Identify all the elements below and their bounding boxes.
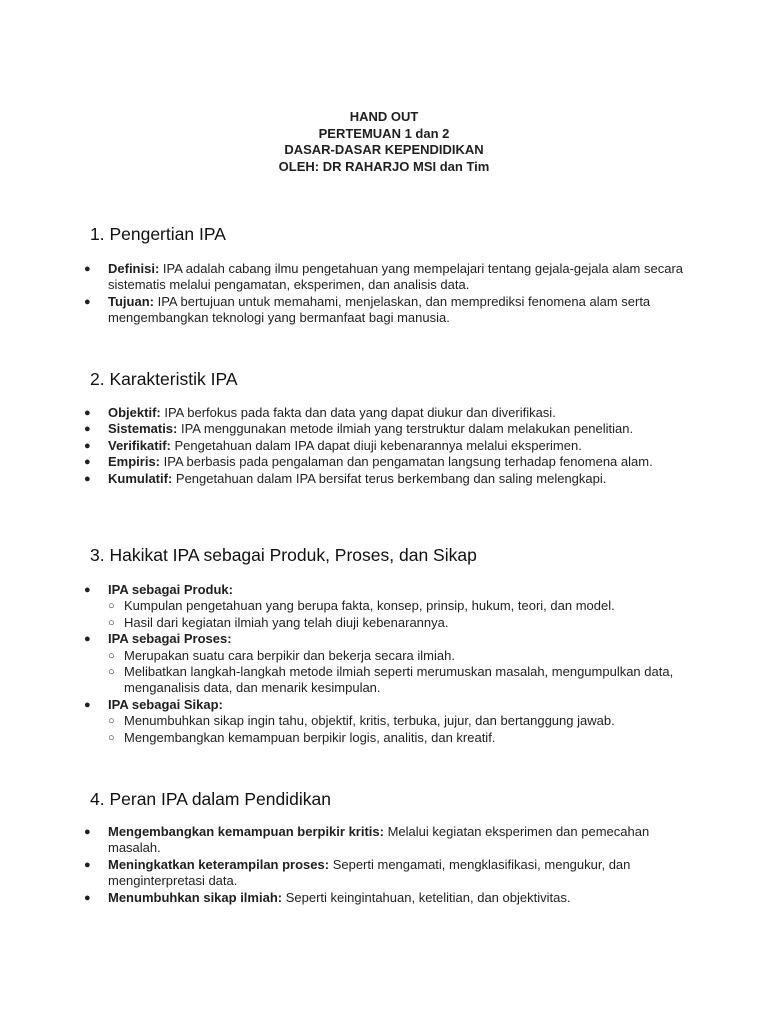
item-label: Kumulatif: <box>108 470 173 486</box>
header-line-4: OLEH: DR RAHARJO MSI dan Tim <box>278 158 490 174</box>
bullet-icon: ● <box>84 439 91 452</box>
section-2-heading: 2. Karakteristik IPA <box>90 369 238 389</box>
sub-list-item <box>108 648 684 664</box>
sub-list-item <box>108 730 684 746</box>
bullet-icon: ● <box>84 423 91 436</box>
section-4-list <box>84 824 684 906</box>
list-item <box>84 631 684 697</box>
list-item <box>84 438 684 454</box>
list-item <box>84 294 684 327</box>
item-label: Sistematis: <box>108 421 178 437</box>
bullet-icon: ● <box>84 407 91 419</box>
header-line-3: DASAR-DASAR KEPENDIDIKAN <box>284 142 484 157</box>
sub-list <box>108 598 684 631</box>
item-label: Menumbuhkan sikap ilmiah: <box>108 889 283 905</box>
item-label: IPA sebagai Sikap: <box>108 696 223 712</box>
bullet-icon: ● <box>84 295 91 308</box>
item-label: Empiris: <box>108 454 161 470</box>
item-label: Mengembangkan kemampuan berpikir kritis: <box>108 824 384 839</box>
bullet-icon: ● <box>84 858 91 871</box>
circle-bullet-icon: ○ <box>108 715 115 728</box>
item-text: IPA adalah cabang ilmu pengetahuan yang mempelajari tentang gejala-gejala alam secara sistematis melalui pengamatan, eksperimen, dan analisis data. <box>108 261 684 293</box>
item-text: IPA menggunakan metode ilmiah yang terstruktur dalam melakukan penelitian. <box>177 421 634 437</box>
item-label: Verifikatif: <box>108 437 171 453</box>
bullet-icon: ● <box>84 584 91 596</box>
item-label: Tujuan: <box>108 293 154 309</box>
list-item <box>84 890 684 906</box>
sub-item-text: Mengembangkan kemampuan berpikir logis, analitis, dan kreatif. <box>124 729 496 745</box>
circle-bullet-icon: ○ <box>108 616 115 629</box>
circle-bullet-icon: ○ <box>108 649 115 662</box>
sub-list <box>108 713 684 746</box>
bullet-icon: ● <box>84 472 91 485</box>
circle-bullet-icon: ○ <box>108 666 115 679</box>
list-item <box>84 261 684 294</box>
sub-list-item <box>108 598 684 614</box>
sub-item-text: Merupakan suatu cara berpikir dan bekerja secara ilmiah. <box>124 647 455 663</box>
item-label: Definisi: <box>108 261 160 276</box>
bullet-icon: ● <box>84 698 91 711</box>
list-item <box>84 405 684 421</box>
list-item <box>84 421 684 437</box>
list-item <box>84 824 684 857</box>
sub-item-text: Menumbuhkan sikap ingin tahu, objektif, kritis, terbuka, jujur, dan bertanggung jawab. <box>124 713 615 729</box>
sub-item-text: Melibatkan langkah-langkah metode ilmiah seperti merumuskan masalah, mengumpulkan data, menganalisis data, dan menarik kesimpulan. <box>124 664 674 696</box>
item-label: Objektif: <box>108 405 161 420</box>
section-4-heading: 4. Peran IPA dalam Pendidikan <box>90 789 331 809</box>
item-label: IPA sebagai Produk: <box>108 582 233 597</box>
item-text: Pengetahuan dalam IPA dapat diuji kebenarannya melalui eksperimen. <box>170 437 582 453</box>
item-text: Pengetahuan dalam IPA bersifat terus berkembang dan saling melengkapi. <box>172 470 607 486</box>
list-item <box>84 697 684 746</box>
section-3-heading: 3. Hakikat IPA sebagai Produk, Proses, dan Sikap <box>90 545 477 565</box>
bullet-icon: ● <box>84 633 91 646</box>
list-item <box>84 582 684 631</box>
header-line-2: PERTEMUAN 1 dan 2 <box>318 125 450 141</box>
bullet-icon: ● <box>84 891 91 904</box>
section-3-list <box>84 582 684 746</box>
section-2-list <box>84 405 684 487</box>
sub-list-item <box>108 615 684 631</box>
document-header <box>0 109 768 175</box>
item-text: IPA bertujuan untuk memahami, menjelaskan, dan memprediksi fenomena alam serta mengembangkan teknologi yang bermanfaat bagi manusia. <box>108 293 651 326</box>
sub-item-text: Kumpulan pengetahuan yang berupa fakta, konsep, prinsip, hukum, teori, dan model. <box>124 598 615 614</box>
list-item <box>84 454 684 470</box>
item-label: Meningkatkan keterampilan proses: <box>108 856 330 872</box>
sub-list-item <box>108 664 684 697</box>
sub-item-text: Hasil dari kegiatan ilmiah yang telah diuji kebenarannya. <box>124 614 449 630</box>
item-text: Melalui kegiatan eksperimen dan pemecahan masalah. <box>108 824 650 856</box>
bullet-icon: ● <box>84 263 91 275</box>
list-item <box>84 857 684 890</box>
bullet-icon: ● <box>84 826 91 838</box>
sub-list <box>108 648 684 697</box>
item-text: IPA berfokus pada fakta dan data yang dapat diukur dan diverifikasi. <box>160 405 556 420</box>
section-1-list <box>84 261 684 327</box>
item-label: IPA sebagai Proses: <box>108 631 232 647</box>
circle-bullet-icon: ○ <box>108 731 115 744</box>
bullet-icon: ● <box>84 456 91 469</box>
item-text: Seperti keingintahuan, ketelitian, dan objektivitas. <box>282 889 571 905</box>
item-text: IPA berbasis pada pengalaman dan pengamatan langsung terhadap fenomena alam. <box>160 454 653 470</box>
sub-list-item <box>108 713 684 729</box>
item-text: Seperti mengamati, mengklasifikasi, mengukur, dan menginterpretasi data. <box>108 856 631 889</box>
circle-bullet-icon: ○ <box>108 600 115 613</box>
list-item <box>84 471 684 487</box>
section-1-heading: 1. Pengertian IPA <box>90 224 226 244</box>
header-line-1: HAND OUT <box>349 109 419 124</box>
